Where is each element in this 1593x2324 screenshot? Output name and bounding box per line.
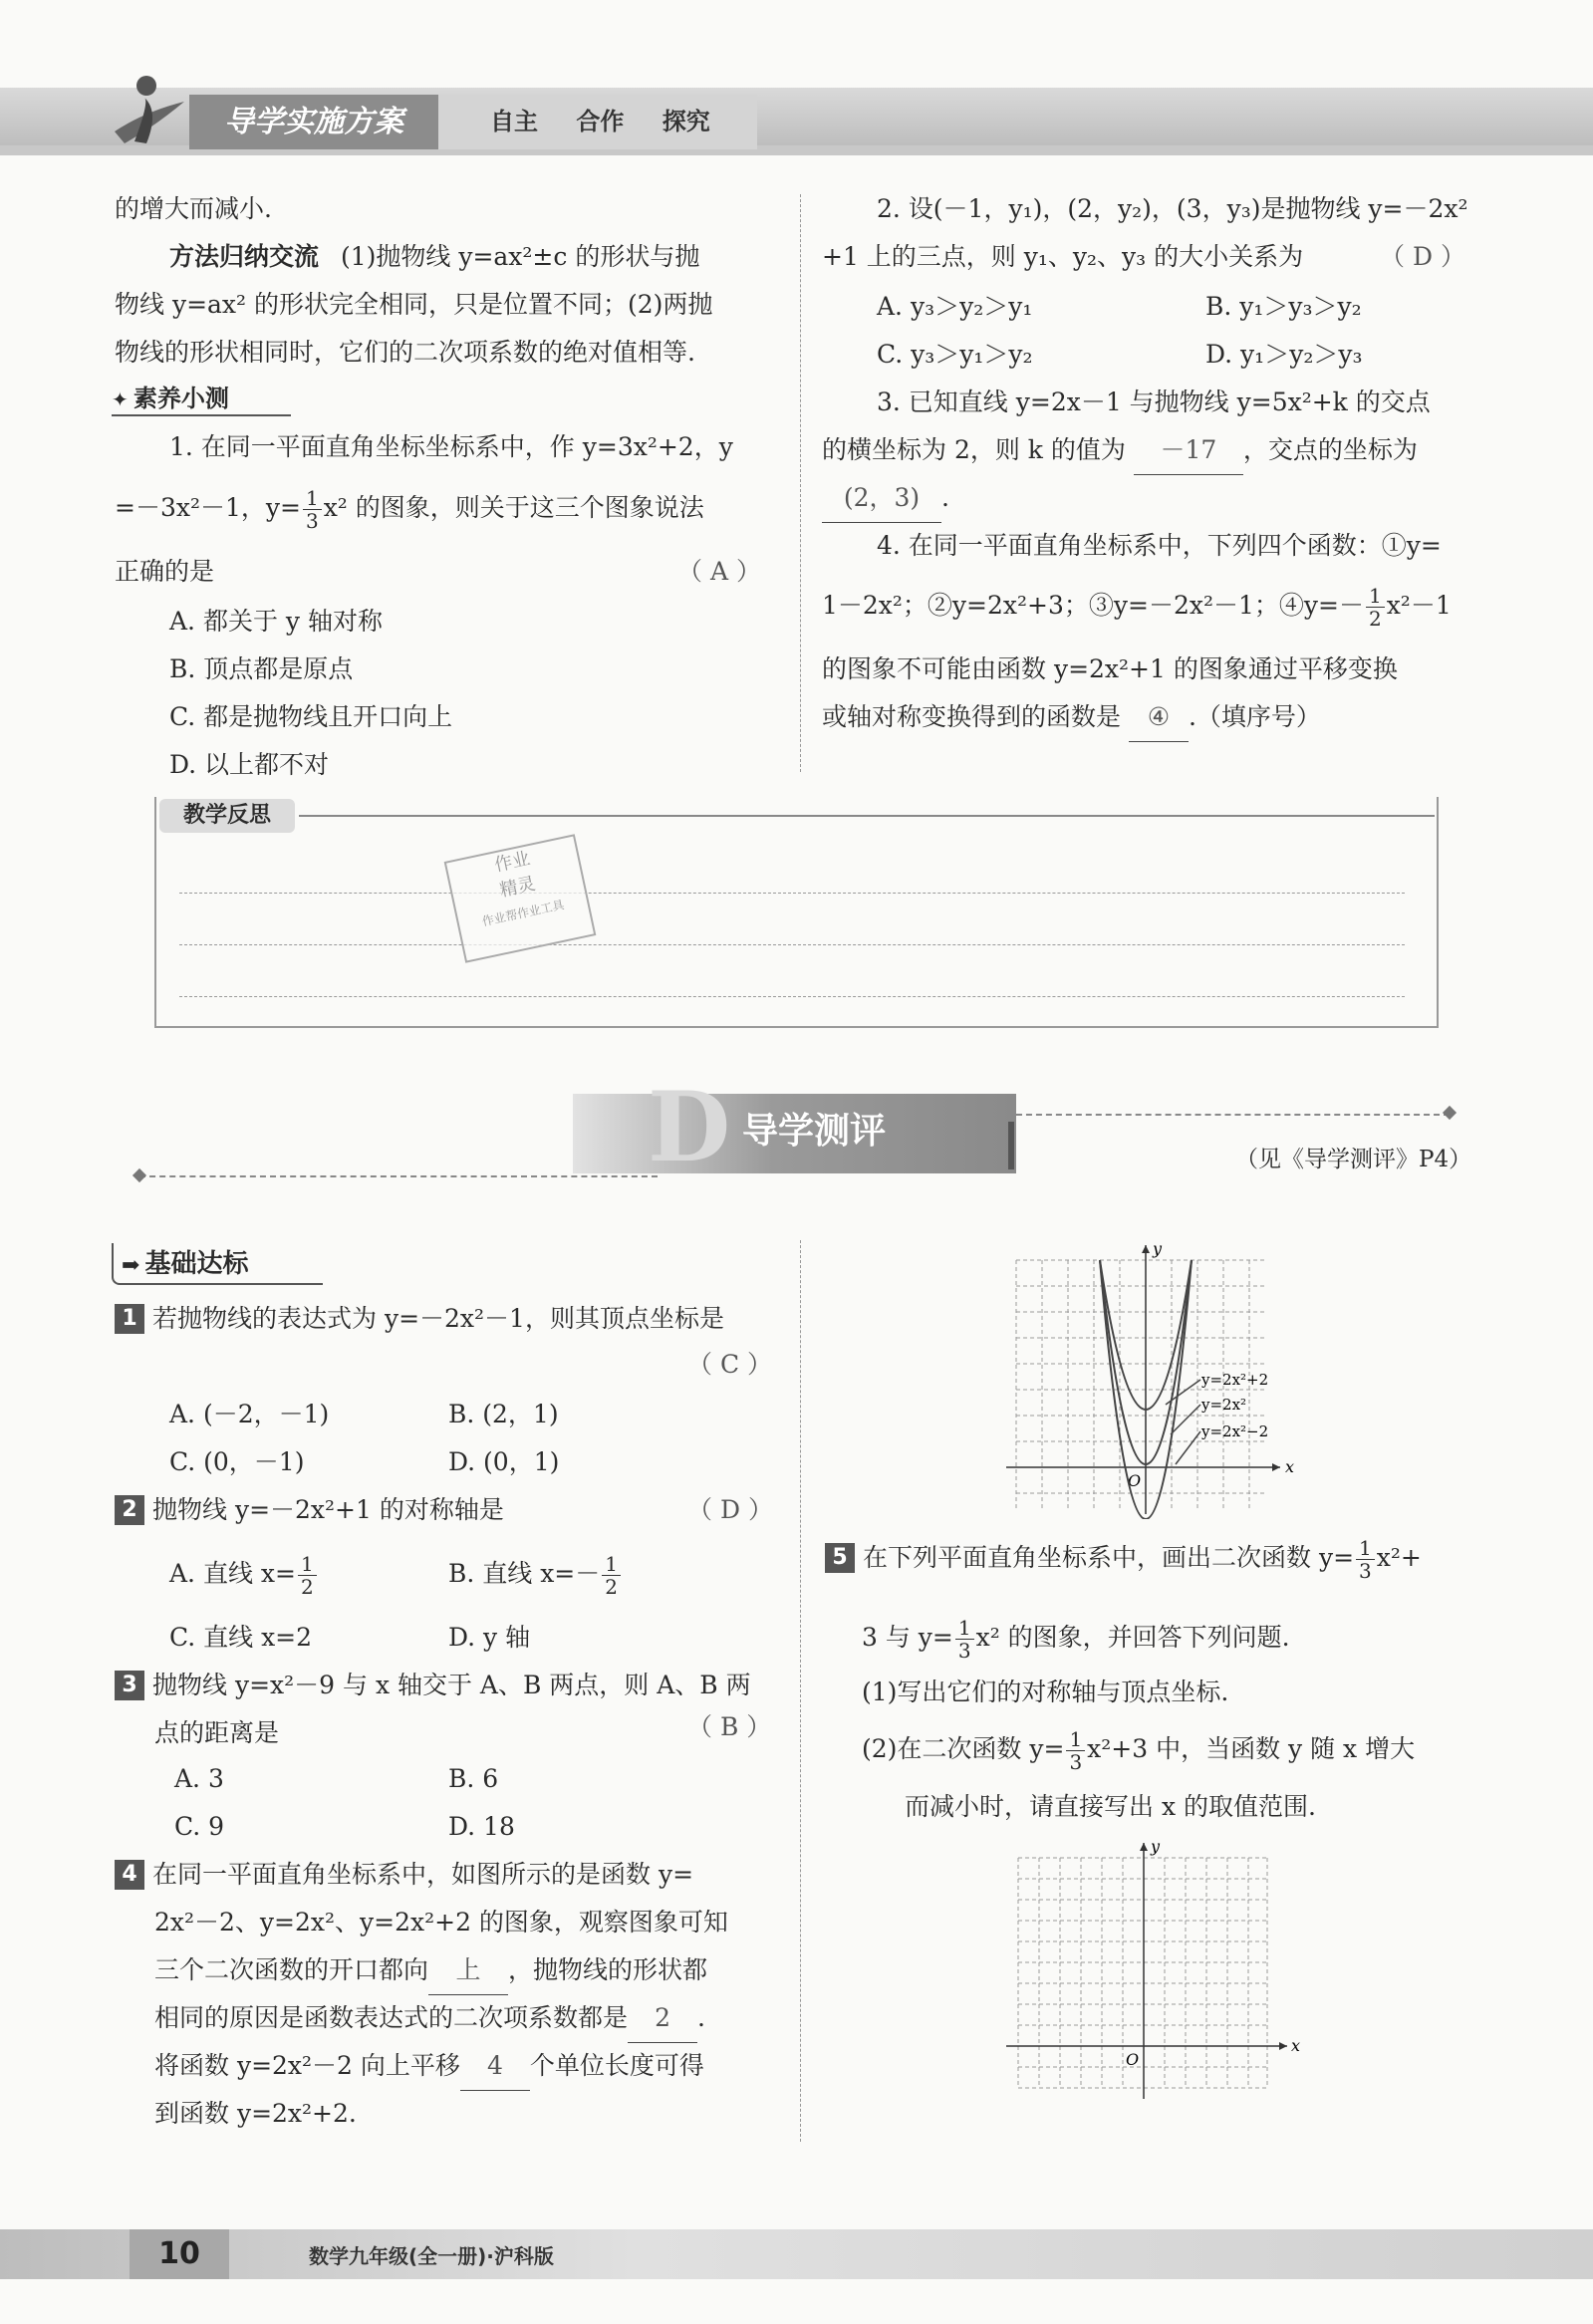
option: C. 都是抛物线且开口向上 [169, 702, 453, 731]
option: A. 都关于 y 轴对称 [169, 607, 383, 636]
section-rule-dot [133, 1168, 146, 1182]
footer-bar [0, 2229, 1593, 2279]
stamp-text: 作业帮作业工具 [480, 898, 566, 929]
option: D. 18 [448, 1812, 515, 1841]
x-label: x [1285, 1457, 1295, 1476]
text-span: .（填序号） [1188, 702, 1321, 731]
text-span: 或轴对称变换得到的函数是 [822, 702, 1122, 731]
text-line: (1)写出它们的对称轴与顶点坐标. [862, 1678, 1229, 1706]
answer-blank: 上 [428, 1946, 508, 1995]
header-tag: 自主 [490, 108, 538, 135]
text-span: =－3x²－1，y= [115, 493, 301, 522]
q1-line2 [115, 484, 704, 532]
text-line: 物线的形状相同时，它们的二次项系数的绝对值相等. [115, 338, 695, 367]
text-span: 相同的原因是函数表达式的二次项系数都是 [154, 2003, 629, 2032]
answer-bracket: （ C ） [687, 1350, 773, 1379]
problem-number: 3 [115, 1671, 144, 1700]
option: A. 3 [174, 1764, 224, 1793]
option: B. 顶点都是原点 [169, 654, 354, 683]
p5-line4 [862, 1725, 1415, 1773]
denominator: 3 [1359, 1559, 1372, 1583]
fraction [602, 1553, 621, 1598]
origin-label: O [1126, 2050, 1140, 2069]
text-line: 到函数 y=2x²+2. [154, 2099, 357, 2128]
problem-1 [115, 1295, 724, 1343]
column-divider [800, 194, 801, 772]
problem-3 [115, 1662, 751, 1709]
method-label: 方法归纳交流 [169, 242, 320, 271]
method-line [169, 233, 699, 281]
section-bar [1008, 1122, 1014, 1169]
text-line: 而减小时，请直接写出 x 的取值范围. [905, 1792, 1316, 1821]
section-letter: D [648, 1071, 731, 1183]
denominator: 3 [305, 509, 319, 533]
graph-blank-grid [1006, 1838, 1305, 2107]
text-span: 在下列平面直角坐标系中，画出二次函数 y= [863, 1543, 1355, 1572]
fraction [1366, 585, 1385, 630]
fraction [298, 1553, 317, 1598]
option: B. 6 [448, 1764, 499, 1793]
reflection-title-box [159, 799, 295, 833]
fraction [303, 487, 322, 532]
label-arrow [1166, 1380, 1200, 1405]
option: D. (0，1) [448, 1447, 560, 1476]
section-ref: （见《导学测评》P4） [1235, 1147, 1472, 1172]
text-span: 个单位长度可得 [529, 2051, 704, 2080]
q4-line2 [822, 582, 1452, 630]
section-rule-dot [1443, 1106, 1457, 1120]
numerator: 1 [1356, 1537, 1375, 1560]
option: A. y₃＞y₂＞y₁ [877, 292, 1033, 321]
text-span: ，抛物线的形状都 [508, 1955, 708, 1984]
text-span: x²+3 中，当函数 y 随 x 增大 [1087, 1734, 1416, 1763]
text-line: 1. 在同一平面直角坐标坐标系中，作 y=3x²+2，y [169, 432, 733, 461]
section-rule-top [1006, 1114, 1450, 1116]
header-tag: 探究 [662, 108, 710, 135]
y-label: y [1153, 1240, 1163, 1258]
page-number: 10 [158, 2236, 200, 2271]
writing-line [179, 944, 1405, 945]
footer-book: 数学九年级(全一册)·沪科版 [309, 2244, 554, 2268]
q3-line3 [822, 474, 949, 523]
y-label: y [1151, 1838, 1161, 1856]
numerator: 1 [1066, 1728, 1085, 1751]
answer-bracket: （ D ） [687, 1495, 773, 1524]
text-line: 的增大而减小. [115, 194, 272, 223]
text-span: x²+ [1376, 1543, 1422, 1572]
method-text: (1)抛物线 y=ax²±c 的形状与抛 [340, 242, 700, 271]
logo-icon [105, 72, 194, 151]
answer-bracket: （ A ） [677, 557, 761, 586]
quiz-title: 素养小测 [133, 385, 229, 412]
problem-number: 1 [115, 1304, 144, 1334]
problem-number: 5 [825, 1543, 855, 1573]
page-number-box [130, 2229, 229, 2279]
denominator: 3 [957, 1639, 971, 1663]
answer-blank: ④ [1129, 693, 1189, 742]
section-rule-bottom [139, 1175, 658, 1177]
answer-bracket: （ B ） [687, 1712, 772, 1741]
problem-text: 抛物线 y=－2x²+1 的对称轴是 [152, 1495, 504, 1524]
fraction [955, 1617, 974, 1662]
header-tags-box [438, 95, 757, 149]
text-line: 3. 已知直线 y=2x－1 与抛物线 y=5x²+k 的交点 [877, 387, 1431, 416]
answer-blank: 4 [460, 2042, 530, 2091]
header-title: 导学实施方案 [224, 105, 403, 139]
option: B. (2，1) [448, 1400, 559, 1428]
option: D. y 轴 [448, 1623, 531, 1652]
label-arrow [1176, 1431, 1200, 1464]
reflection-rule [299, 815, 1435, 817]
p5-line2 [862, 1614, 1290, 1662]
reflection-title: 教学反思 [182, 803, 271, 828]
problem-number: 2 [115, 1495, 144, 1525]
section-title: 导学测评 [742, 1111, 887, 1152]
problem-text: 抛物线 y=x²－9 与 x 轴交于 A、B 两点，则 A、B 两 [152, 1671, 751, 1699]
answer-blank: －17 [1134, 426, 1243, 475]
text-span: 的横坐标为 2，则 k 的值为 [822, 435, 1126, 464]
fraction [1066, 1728, 1085, 1773]
text-span: B. 直线 x=－ [448, 1559, 601, 1588]
text-span: 将函数 y=2x²－2 向上平移 [154, 2051, 460, 2080]
option [448, 1550, 623, 1598]
basic-title: 基础达标 [144, 1249, 249, 1279]
answer-blank: 2 [628, 1994, 697, 2043]
numerator: 1 [602, 1553, 621, 1576]
option [169, 1550, 319, 1598]
denominator: 2 [605, 1575, 618, 1599]
denominator: 2 [300, 1575, 314, 1599]
text-span: A. 直线 x= [169, 1559, 296, 1588]
q3-line2 [822, 426, 1418, 475]
text-line: 4. 在同一平面直角坐标系中，下列四个函数：①y= [877, 531, 1442, 560]
option: C. 9 [174, 1812, 225, 1841]
option: A. (－2，－1) [169, 1400, 330, 1428]
basic-heading: ➡ 基础达标 [112, 1243, 323, 1285]
problem-4 [115, 1851, 693, 1899]
text-span: 三个二次函数的开口都向 [154, 1955, 429, 1984]
option: C. (0，－1) [169, 1447, 305, 1476]
column-divider [800, 1240, 801, 2142]
problem-5 [825, 1534, 1422, 1582]
answer-blank: (2，3) [822, 474, 941, 523]
curve-label: y=2x²+2 [1201, 1371, 1269, 1389]
stamp-text: 精灵 [497, 873, 538, 902]
text-span: (2)在二次函数 y= [862, 1734, 1065, 1763]
text-line: 物线 y=ax² 的形状完全相同，只是位置不同；(2)两抛 [115, 290, 713, 319]
option: D. y₁＞y₂＞y₃ [1205, 340, 1363, 369]
p4-line3 [154, 1946, 707, 1995]
text-span: ，交点的坐标为 [1242, 435, 1418, 464]
numerator: 1 [303, 487, 322, 510]
header-title-box [189, 95, 438, 149]
option: C. y₃＞y₁＞y₂ [877, 340, 1033, 369]
problem-2 [115, 1486, 504, 1534]
option: B. y₁＞y₃＞y₂ [1205, 292, 1362, 321]
answer-bracket: （ D ） [1380, 242, 1465, 271]
text-line: 点的距离是 [154, 1718, 280, 1747]
origin-label: O [1128, 1471, 1142, 1490]
denominator: 2 [1368, 607, 1382, 631]
graph-parabolas [1006, 1240, 1295, 1519]
q4-line4 [822, 693, 1321, 742]
text-span: x² 的图象，则关于这三个图象说法 [323, 493, 704, 522]
problem-text: 若抛物线的表达式为 y=－2x²－1，则其顶点坐标是 [152, 1304, 724, 1333]
text-line: 正确的是 [115, 557, 215, 586]
denominator: 3 [1069, 1750, 1083, 1774]
text-line: 的图象不可能由函数 y=2x²+1 的图象通过平移变换 [822, 654, 1398, 683]
numerator: 1 [955, 1617, 974, 1640]
grid [1018, 1858, 1267, 2088]
text-span: . [941, 483, 949, 512]
curve-label: y=2x²−2 [1201, 1422, 1269, 1440]
quiz-heading: ✦ 素养小测 [112, 379, 291, 416]
stamp-text: 作业 [492, 848, 532, 877]
problem-text: 在同一平面直角坐标系中，如图所示的是函数 y= [152, 1860, 694, 1889]
header-tag: 合作 [576, 108, 625, 135]
text-span: x² 的图象，并回答下列问题. [975, 1623, 1290, 1652]
text-line: 2. 设(－1，y₁)，(2，y₂)，(3，y₃)是抛物线 y=－2x² [877, 194, 1468, 223]
numerator: 1 [1366, 585, 1385, 608]
p4-line5 [154, 2042, 704, 2091]
writing-line [179, 996, 1405, 997]
p4-line4 [154, 1994, 705, 2043]
option: C. 直线 x=2 [169, 1623, 313, 1652]
x-label: x [1291, 2036, 1301, 2055]
problem-number: 4 [115, 1860, 144, 1890]
curve-label: y=2x² [1201, 1396, 1247, 1414]
fraction [1356, 1537, 1375, 1582]
text-line: 2x²－2、y=2x²、y=2x²+2 的图象，观察图象可知 [154, 1908, 728, 1937]
text-span: 3 与 y= [862, 1623, 953, 1652]
writing-line [179, 893, 1405, 894]
numerator: 1 [298, 1553, 317, 1576]
option: D. 以上都不对 [169, 750, 330, 779]
text-span: 1－2x²；②y=2x²+3；③y=－2x²－1；④y=－ [822, 591, 1364, 620]
text-span: x²－1 [1386, 591, 1452, 620]
reflection-box [154, 797, 1439, 1028]
text-span: . [697, 2003, 705, 2032]
text-line: +1 上的三点，则 y₁、y₂、y₃ 的大小关系为 [822, 242, 1304, 271]
